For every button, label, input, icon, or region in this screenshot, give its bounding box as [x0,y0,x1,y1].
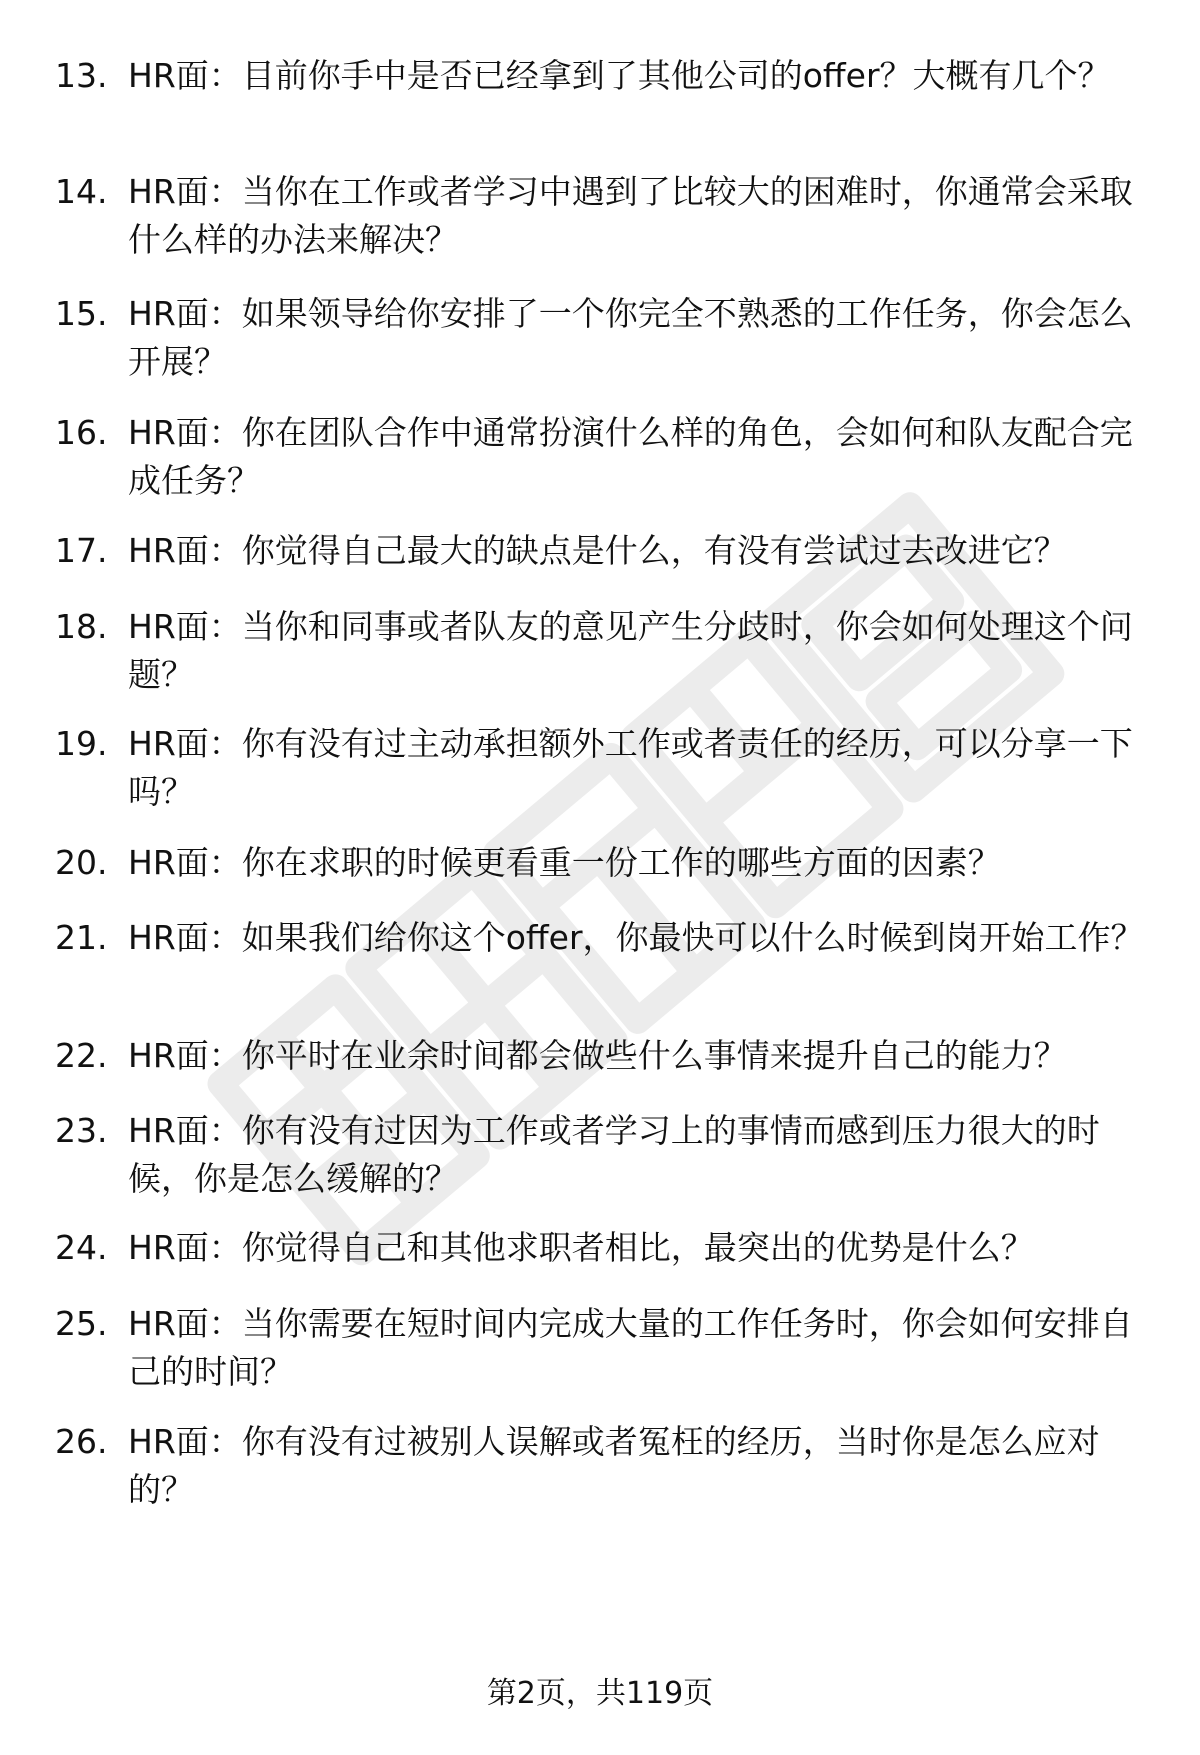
question-text: HR面：你有没有过被别人误解或者冤枉的经历，当时你是怎么应对的？ [128,1422,1100,1509]
question-text: HR面：当你和同事或者队友的意见产生分歧时，你会如何处理这个问题？ [128,607,1133,694]
question-text: HR面：你觉得自己最大的缺点是什么，有没有尝试过去改进它？ [128,531,1067,570]
question-number: 19. [55,724,108,763]
question-number: 13. [55,56,108,95]
question-text: HR面：如果领导给你安排了一个你完全不熟悉的工作任务，你会怎么开展？ [128,294,1133,381]
question-text: HR面：你觉得自己和其他求职者相比，最突出的优势是什么？ [128,1228,1034,1267]
question-number: 14. [55,172,108,211]
question-item [0,1418,1200,1528]
question-text: HR面：你在求职的时候更看重一份工作的哪些方面的因素？ [128,843,1001,882]
question-text: HR面：目前你手中是否已经拿到了其他公司的offer？大概有几个？ [128,56,1111,95]
question-number: 25. [55,1304,108,1343]
page-number-footer: 第2页，共119页 [486,1676,714,1711]
question-number: 26. [55,1422,108,1461]
question-text: HR面：当你需要在短时间内完成大量的工作任务时，你会如何安排自己的时间？ [128,1304,1133,1391]
question-item [0,290,1200,400]
question-text: HR面：你平时在业余时间都会做些什么事情来提升自己的能力？ [128,1036,1067,1075]
question-text: HR面：你有没有过主动承担额外工作或者责任的经历，可以分享一下吗？ [128,724,1133,811]
question-number: 20. [55,843,108,882]
question-item [0,409,1200,519]
question-number: 17. [55,531,108,570]
question-item [0,168,1200,278]
question-number: 22. [55,1036,108,1075]
question-number: 24. [55,1228,108,1267]
question-item [0,603,1200,713]
question-item [0,1300,1200,1410]
question-number: 18. [55,607,108,646]
question-number: 15. [55,294,108,333]
question-item [0,720,1200,830]
question-item [0,1107,1200,1217]
question-number: 21. [55,918,108,957]
question-item [0,914,1200,1024]
question-text: HR面：如果我们给你这个offer，你最快可以什么时候到岗开始工作？ [128,918,1144,957]
question-item [0,52,1200,162]
question-text: HR面：你在团队合作中通常扮演什么样的角色，会如何和队友配合完成任务？ [128,413,1133,500]
question-text: HR面：你有没有过因为工作或者学习上的事情而感到压力很大的时候，你是怎么缓解的？ [128,1111,1100,1198]
question-text: HR面：当你在工作或者学习中遇到了比较大的困难时，你通常会采取什么样的办法来解决？ [128,172,1133,259]
question-number: 16. [55,413,108,452]
question-number: 23. [55,1111,108,1150]
